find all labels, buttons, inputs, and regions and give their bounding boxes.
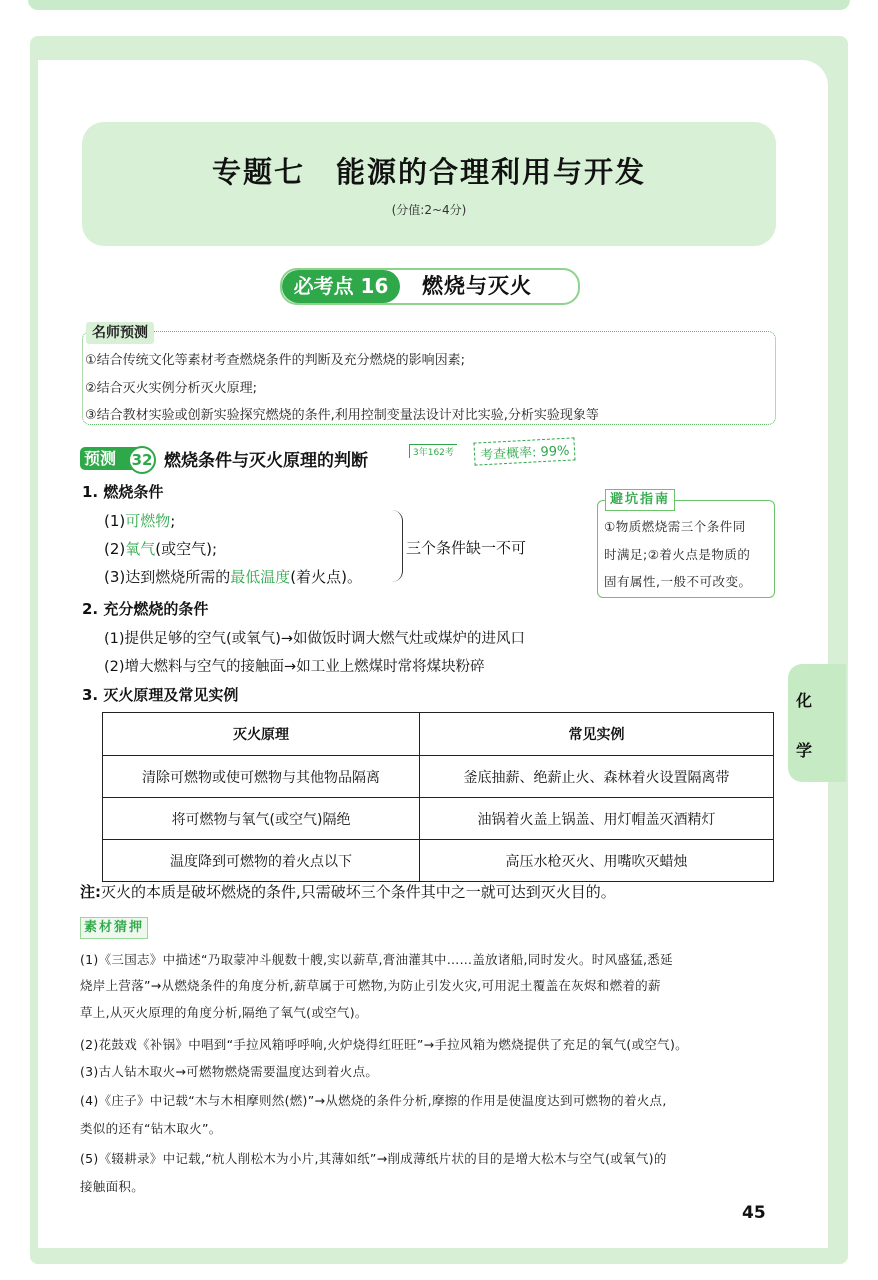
material-line: 类似的还有“钻木取火”。 <box>80 1121 222 1136</box>
key-term: 最低温度 <box>230 568 291 586</box>
predict-item: ①结合传统文化等素材考查燃烧条件的判断及充分燃烧的影响因素; <box>85 353 466 368</box>
section-heading: 1. 燃烧条件 <box>82 483 164 501</box>
table-header: 常见实例 <box>420 713 774 756</box>
key-term: 可燃物 <box>125 512 171 530</box>
condition-item: (3)达到燃烧所需的最低温度(着火点)。 <box>104 568 362 586</box>
condition-item: (2)氧气(或空气); <box>104 540 218 558</box>
table-cell: 温度降到可燃物的着火点以下 <box>103 840 420 882</box>
material-line: 烧岸上营落”→从燃烧条件的角度分析,薪草属于可燃物,为防止引发火灾,可用泥土覆盖在灰烬和燃着的薪 <box>80 978 661 993</box>
material-line: (1)《三国志》中描述“乃取蒙冲斗舰数十艘,实以薪草,膏油灌其中……盖放诸船,同时发火。时风盛猛,悉延 <box>80 952 673 967</box>
subject-side-tab <box>788 664 846 782</box>
subject-char: 学 <box>796 741 813 760</box>
exam-probability-stamp: 考查概率: 99% <box>473 437 575 465</box>
table-row <box>103 798 774 840</box>
table-row <box>103 756 774 798</box>
page-title: 专题七 能源的合理利用与开发 <box>211 155 646 189</box>
table-cell: 将可燃物与氧气(或空气)隔绝 <box>103 798 420 840</box>
material-label: 素材猜押 <box>80 917 148 939</box>
avoid-line: 固有属性,一般不可改变。 <box>604 574 752 589</box>
table-cell: 高压水枪灭火、用嘴吹灭蜡烛 <box>420 840 774 882</box>
brace-summary: 三个条件缺一不可 <box>406 539 527 557</box>
table-cell: 清除可燃物或使可燃物与其他物品隔离 <box>103 756 420 798</box>
previous-page-edge <box>28 0 850 10</box>
keypoint-tag: 必考点 16 <box>282 270 400 303</box>
material-line: (5)《辍耕录》中记载,“杭人削松木为小片,其薄如纸”→削成薄纸片状的目的是增大松木与空气(或氧气)的 <box>80 1151 667 1166</box>
material-line: 草上,从灭火原理的角度分析,隔绝了氧气(或空气)。 <box>80 1005 368 1020</box>
note: 注:灭火的本质是破坏燃烧的条件,只需破坏三个条件其中之一就可达到灭火目的。 <box>80 883 616 901</box>
full-burn-item: (2)增大燃料与空气的接触面→如工业上燃煤时常将煤块粉碎 <box>104 659 485 675</box>
prediction-tag: 预测 <box>80 447 150 470</box>
fire-principle-table <box>102 712 774 882</box>
condition-item: (1)可燃物; <box>104 512 176 530</box>
section-heading: 2. 充分燃烧的条件 <box>82 600 209 618</box>
prediction-number: 32 <box>128 446 156 474</box>
right-brace <box>392 510 403 582</box>
teacher-predict-label: 名师预测 <box>86 322 154 344</box>
table-header: 灭火原理 <box>103 713 420 756</box>
predict-item: ②结合灭火实例分析灭火原理; <box>85 381 258 396</box>
score-range: (分值:2~4分) <box>391 203 467 217</box>
page-number: 45 <box>742 1203 766 1223</box>
table-cell: 油锅着火盖上锅盖、用灯帽盖灭酒精灯 <box>420 798 774 840</box>
material-line: (4)《庄子》中记载“木与木相摩则然(燃)”→从燃烧的条件分析,摩擦的作用是使温度达到可燃物的着火点, <box>80 1093 667 1108</box>
avoid-line: 时满足;②着火点是物质的 <box>604 547 751 562</box>
table-cell: 釜底抽薪、绝薪止火、森林着火设置隔离带 <box>420 756 774 798</box>
predict-item: ③结合教材实验或创新实验探究燃烧的条件,利用控制变量法设计对比实验,分析实验现象等 <box>85 408 599 423</box>
subject-char: 化 <box>796 691 813 710</box>
keypoint-name: 燃烧与灭火 <box>422 274 532 298</box>
avoid-line: ①物质燃烧需三个条件同 <box>604 519 746 534</box>
material-line: (2)花鼓戏《补锅》中唱到“手拉风箱呼呼响,火炉烧得红旺旺”→手拉风箱为燃烧提供了充足的氧气(或空气)。 <box>80 1037 688 1052</box>
section-heading: 3. 灭火原理及常见实例 <box>82 686 239 704</box>
material-line: 接触面积。 <box>80 1179 145 1194</box>
table-row <box>103 840 774 882</box>
exam-frequency: 3年162考 <box>409 444 457 458</box>
full-burn-item: (1)提供足够的空气(或氧气)→如做饭时调大燃气灶或煤炉的进风口 <box>104 631 526 647</box>
avoid-pitfall-label: 避坑指南 <box>605 489 675 511</box>
key-term: 氧气 <box>125 540 156 558</box>
material-line: (3)古人钻木取火→可燃物燃烧需要温度达到着火点。 <box>80 1064 379 1079</box>
prediction-title: 燃烧条件与灭火原理的判断 <box>164 451 368 471</box>
